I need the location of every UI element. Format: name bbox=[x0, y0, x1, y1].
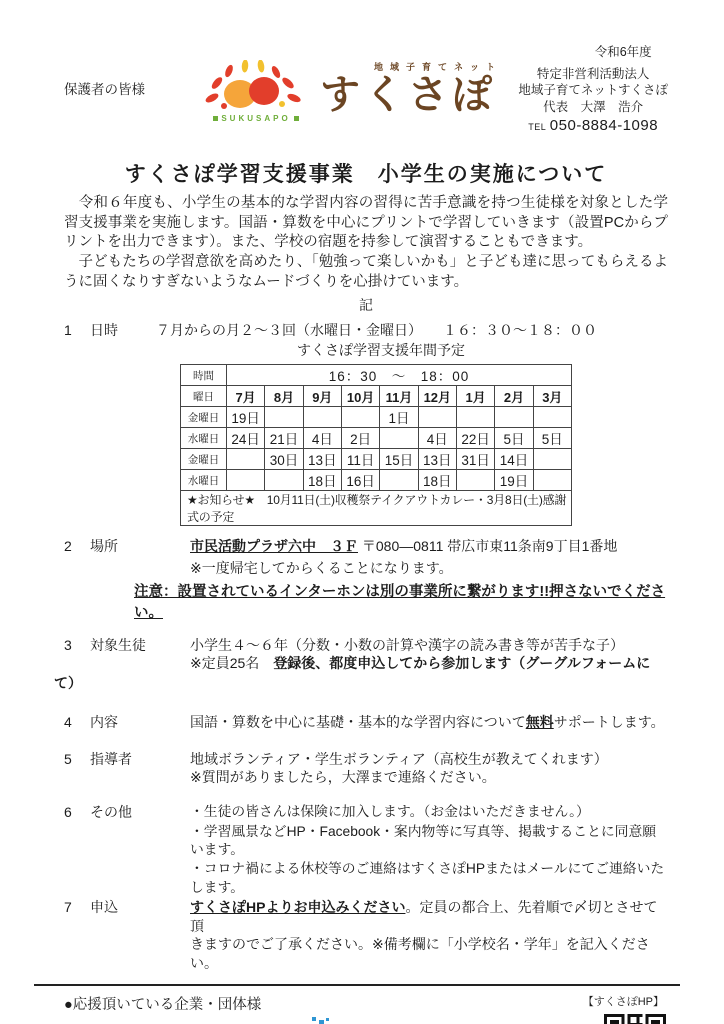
schedule-date-cell: 16日 bbox=[341, 470, 379, 491]
ikeda-mark-icon bbox=[290, 1016, 348, 1024]
divider bbox=[34, 984, 680, 986]
notice-cell: ★お知らせ★ 10月11日(土)収穫祭テイクアウトカレー・3月8日(土)感謝式の予定 bbox=[181, 491, 572, 526]
place-warning: 注意：設置されているインターホンは別の事業所に繋がります!!押さないでください。 bbox=[134, 583, 666, 621]
schedule-date-cell: 22日 bbox=[456, 428, 494, 449]
schedule-date-cell bbox=[533, 470, 571, 491]
day-header-cell: 曜日 bbox=[181, 386, 227, 407]
sponsor-logos-row bbox=[64, 1016, 668, 1024]
item-place bbox=[64, 537, 668, 555]
schedule-date-cell bbox=[495, 407, 533, 428]
students-note bbox=[190, 654, 668, 672]
apply-rest: 。定員の都合上、先着順で〆切とさせて頂 bbox=[190, 899, 658, 934]
item-value: ７月からの月２～３回（水曜日・金曜日） １６：３０～１８：００ bbox=[156, 321, 597, 338]
logo-mark bbox=[204, 60, 308, 123]
others-bullet-3: ・コロナ禍による休校等のご連絡はすくさぽHPまたはメールにてご連絡いたします。 bbox=[190, 861, 665, 895]
schedule-date-cell bbox=[456, 470, 494, 491]
content-pre: 国語・算数を中心に基礎・基本的な学習内容について bbox=[190, 714, 526, 731]
schedule-date-cell: 18日 bbox=[303, 470, 341, 491]
schedule-date-cell bbox=[533, 449, 571, 470]
item-number: 6 bbox=[64, 803, 72, 820]
green-square-icon bbox=[294, 116, 299, 121]
schedule-date-cell: 14日 bbox=[495, 449, 533, 470]
item-label: その他 bbox=[90, 803, 132, 820]
month-header-cell: 12月 bbox=[418, 386, 456, 407]
org-info bbox=[518, 44, 668, 136]
students-note-prefix: ※定員25名 bbox=[190, 655, 274, 671]
intro-paragraph-2: 子どもたちの学習意欲を高めたり、「勉強って楽しいかも」と子ども達に思ってもらえるように固くなりすぎないようなムードづくりを心掛けています。 bbox=[64, 254, 668, 290]
header bbox=[64, 44, 668, 148]
schedule-date-cell bbox=[303, 407, 341, 428]
schedule-date-cell: 11日 bbox=[341, 449, 379, 470]
schedule-date-cell bbox=[533, 407, 571, 428]
schedule-date-cell: 31日 bbox=[456, 449, 494, 470]
months-header-row bbox=[181, 386, 572, 407]
schedule-date-cell: 2日 bbox=[341, 428, 379, 449]
month-header-cell: 11月 bbox=[380, 386, 418, 407]
item-number: 5 bbox=[64, 750, 72, 767]
org-representative: 代表 大澤 浩介 bbox=[543, 99, 644, 114]
month-header-cell: 1月 bbox=[456, 386, 494, 407]
logo-text bbox=[314, 60, 502, 117]
org-type: 特定非営利活動法人 bbox=[536, 66, 650, 81]
item-instructors bbox=[64, 750, 668, 787]
org-tel bbox=[518, 116, 668, 136]
schedule-date-cell: 4日 bbox=[303, 428, 341, 449]
schedule-date-cell: 5日 bbox=[533, 428, 571, 449]
content-highlight: 無料 bbox=[525, 714, 554, 731]
schedule-date-cell bbox=[265, 470, 303, 491]
item-label: 申込 bbox=[90, 899, 118, 916]
others-bullet-1: ・生徒の皆さんは保険に加入します。（お金はいただきません。） bbox=[190, 803, 590, 819]
schedule-date-cell: 24日 bbox=[227, 428, 265, 449]
item-number: 4 bbox=[64, 714, 72, 731]
schedule-date-cell bbox=[341, 407, 379, 428]
item-value bbox=[190, 803, 668, 899]
schedule-date-cell bbox=[380, 428, 418, 449]
schedule-row bbox=[181, 449, 572, 470]
ki-marker: 記 bbox=[359, 296, 373, 313]
ikeda-logo bbox=[284, 1016, 354, 1024]
item-students bbox=[64, 636, 668, 673]
month-header-cell: 9月 bbox=[303, 386, 341, 407]
schedule-date-cell: 19日 bbox=[227, 407, 265, 428]
intro bbox=[64, 194, 668, 293]
fiscal-year: 令和6年度 bbox=[594, 45, 652, 59]
tel-label: TEL bbox=[528, 122, 547, 132]
month-header-cell: 10月 bbox=[341, 386, 379, 407]
notice-row bbox=[181, 491, 572, 526]
schedule-date-cell: 18日 bbox=[418, 470, 456, 491]
schedule-date-cell: 13日 bbox=[418, 449, 456, 470]
content-post: サポートします。 bbox=[553, 714, 665, 731]
schedule-row bbox=[181, 470, 572, 491]
schedule-date-cell: 13日 bbox=[303, 449, 341, 470]
month-header-cell: 8月 bbox=[265, 386, 303, 407]
schedule-table bbox=[180, 364, 572, 526]
sun-icon bbox=[204, 60, 308, 116]
schedule-date-cell bbox=[265, 407, 303, 428]
sukusapo-logo bbox=[204, 60, 502, 123]
place-name: 市民活動プラザ六中 ３Ｆ bbox=[190, 538, 358, 555]
logo-wordmark: すくさぽ bbox=[320, 73, 496, 117]
schedule-date-cell bbox=[418, 407, 456, 428]
item-value bbox=[190, 537, 668, 555]
item-label: 内容 bbox=[90, 714, 118, 731]
org-name: 地域子育てネットすくさぽ bbox=[518, 83, 668, 97]
schedule-date-cell: 21日 bbox=[265, 428, 303, 449]
item-value bbox=[190, 636, 668, 673]
schedule-caption: すくさぽ学習支援年間予定 bbox=[297, 342, 465, 359]
month-header-cell: 2月 bbox=[495, 386, 533, 407]
item-number: 3 bbox=[64, 636, 72, 653]
schedule-date-cell: 19日 bbox=[495, 470, 533, 491]
schedule-date-cell: 15日 bbox=[380, 449, 418, 470]
apply-link-text: すくさぽHPよりお申込みください bbox=[190, 899, 406, 916]
schedule-date-cell: 5日 bbox=[495, 428, 533, 449]
schedule-date-cell bbox=[380, 470, 418, 491]
place-address: 〒080—0811 帯広市東11条南9丁目1番地 bbox=[361, 538, 618, 555]
tel-number: 050-8884-1098 bbox=[549, 117, 659, 134]
item-number: 2 bbox=[64, 538, 72, 555]
intro-paragraph-1: 令和６年度も、小学生の基本的な学習内容の習得に苦手意識を持つ生徒様を対象とした学習支援事業を実施します。国語・算数を中心にプリントで学習していきます（設置PCからプリントを出力できます）。また、学校の宿題を持参して演習することもできます。 bbox=[64, 195, 668, 251]
time-row bbox=[181, 365, 572, 386]
item-number: 1 bbox=[64, 321, 72, 338]
schedule-date-cell bbox=[227, 470, 265, 491]
apply-line-1 bbox=[190, 898, 668, 935]
supporters-heading: ●応援頂いている企業・団体様 bbox=[64, 997, 262, 1014]
page-title: すくさぽ学習支援事業 小学生の実施について bbox=[124, 163, 608, 186]
day-label-cell: 金曜日 bbox=[181, 449, 227, 470]
time-value-cell: 16：30 ～ 18：00 bbox=[227, 365, 572, 386]
students-value: 小学生４～６年（分数・小数の計算や漢字の読み書き等が苦手な子） bbox=[190, 636, 624, 653]
item-value bbox=[190, 713, 668, 731]
item-value bbox=[190, 898, 668, 972]
month-header-cell: 7月 bbox=[227, 386, 265, 407]
hp-qr-label: 【すくさぽHP】 bbox=[582, 996, 664, 1009]
item-others bbox=[64, 803, 668, 899]
schedule-date-cell bbox=[456, 407, 494, 428]
item-label: 場所 bbox=[90, 538, 118, 555]
supporters-header-row bbox=[64, 993, 668, 1014]
schedule-date-cell: 1日 bbox=[380, 407, 418, 428]
students-note-wrap: て） bbox=[54, 675, 82, 692]
item-label: 指導者 bbox=[90, 750, 132, 767]
schedule-date-cell: 4日 bbox=[418, 428, 456, 449]
item-apply bbox=[64, 898, 668, 972]
green-square-icon bbox=[213, 116, 218, 121]
students-note-bold: 登録後、都度申込してから参加します（グーグルフォームに bbox=[273, 655, 651, 671]
item-content bbox=[64, 713, 668, 731]
instructors-value: 地域ボランティア・学生ボランティア（高校生が教えてくれます） bbox=[190, 750, 608, 767]
schedule-date-cell: 30日 bbox=[265, 449, 303, 470]
item-label: 日時 bbox=[90, 321, 118, 338]
time-label-cell: 時間 bbox=[181, 365, 227, 386]
qr-code-icon bbox=[604, 1014, 666, 1024]
month-header-cell: 3月 bbox=[533, 386, 571, 407]
day-label-cell: 水曜日 bbox=[181, 428, 227, 449]
item-number: 7 bbox=[64, 899, 72, 916]
logo-tagline: 地域子育てネット bbox=[374, 62, 503, 72]
instructors-note: ※質問がありましたら，大澤まで連絡ください。 bbox=[190, 769, 496, 786]
apply-line-2: きますのでご了承ください。※備考欄に「小学校名・学年」を記入ください。 bbox=[190, 936, 650, 971]
schedule-row bbox=[181, 407, 572, 428]
logo-romaji-text: SUKUSAPO bbox=[221, 114, 291, 123]
schedule-row bbox=[181, 428, 572, 449]
place-note: ※一度帰宅してからくることになります。 bbox=[190, 559, 453, 576]
others-bullet-2: ・学習風景などHP・Facebook・案内物等に写真等、掲載することに同意願います。 bbox=[190, 823, 657, 857]
logo-romaji bbox=[213, 114, 298, 123]
day-label-cell: 金曜日 bbox=[181, 407, 227, 428]
schedule-date-cell bbox=[227, 449, 265, 470]
qr-code bbox=[604, 1014, 666, 1024]
item-label: 対象生徒 bbox=[90, 636, 146, 653]
item-datetime bbox=[64, 321, 668, 339]
day-label-cell: 水曜日 bbox=[181, 470, 227, 491]
item-value bbox=[190, 750, 668, 787]
audience-label: 保護者の皆様 bbox=[64, 82, 145, 97]
